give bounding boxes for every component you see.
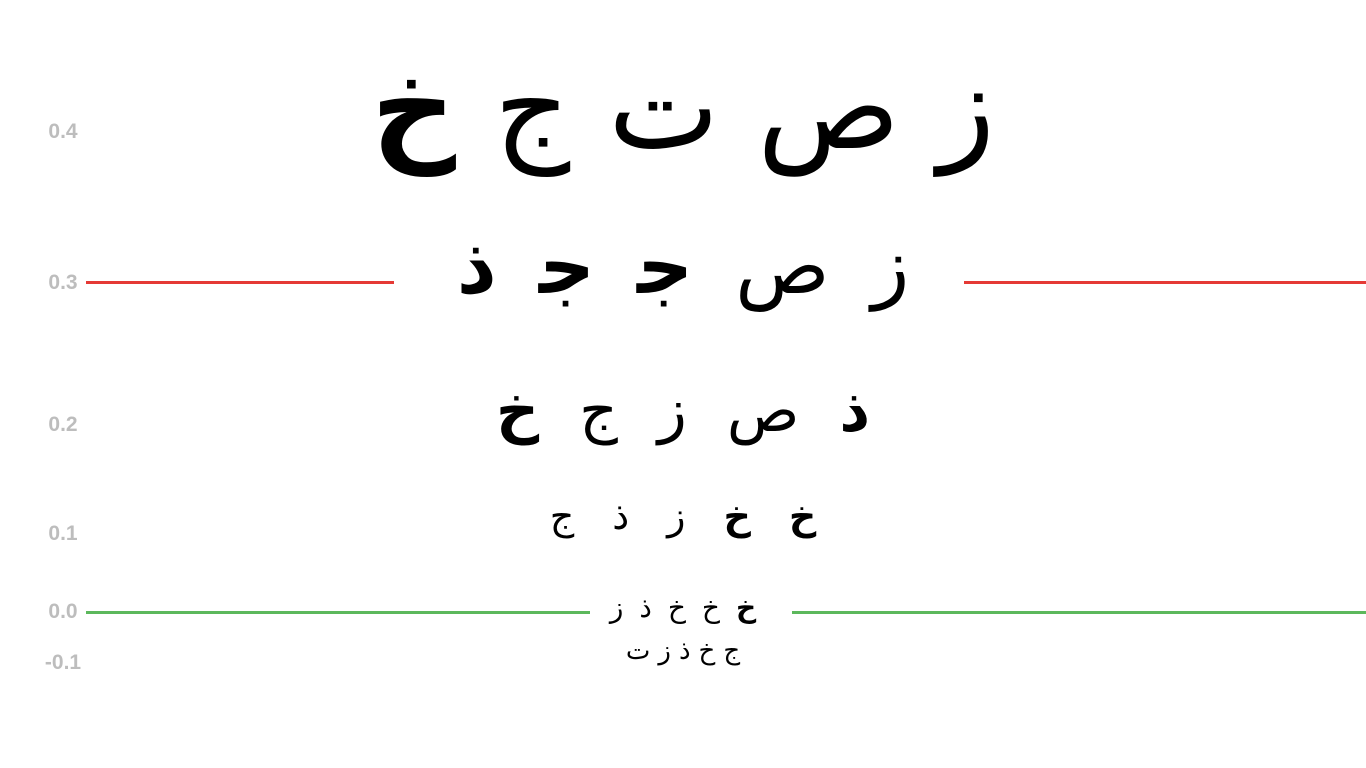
- letter-row-01: [0, 494, 1366, 538]
- letter: ج: [494, 38, 571, 176]
- letter: خ: [371, 38, 457, 176]
- letter: ذ: [456, 222, 497, 312]
- letter: ز: [609, 591, 624, 624]
- letter: ز: [938, 38, 995, 176]
- letter: خ: [735, 591, 757, 624]
- letter: ز: [667, 494, 686, 538]
- letter: ز: [657, 376, 687, 446]
- letter: ج: [549, 494, 575, 538]
- letter-row-04: [0, 38, 1366, 176]
- letter: ذ: [839, 376, 871, 446]
- letter-row-02: [0, 376, 1366, 446]
- letter-row-00: [0, 591, 1366, 624]
- letter: ت: [625, 636, 651, 666]
- letter: ج: [579, 376, 618, 446]
- acuity-label-01: 0.1: [48, 522, 78, 545]
- letter: ج: [723, 636, 741, 666]
- letter: ز: [871, 222, 910, 312]
- letter: ص: [726, 376, 800, 446]
- letter: خ: [701, 591, 720, 624]
- letter: ﺟ: [538, 222, 596, 312]
- letter-row-minus01: [0, 638, 1366, 664]
- letter: ت: [608, 38, 720, 176]
- letter: ز: [658, 636, 671, 666]
- acuity-label-00: 0.0: [48, 600, 78, 623]
- letter: ذ: [612, 494, 630, 538]
- acuity-label-03: 0.3: [48, 271, 78, 294]
- acuity-label-04: 0.4: [48, 120, 78, 143]
- letter: ﺟ: [637, 222, 694, 312]
- letter: ص: [735, 222, 830, 312]
- acuity-label-minus01: -0.1: [44, 651, 82, 674]
- letter: خ: [698, 636, 716, 666]
- letter: ذ: [678, 636, 691, 666]
- letter: خ: [667, 591, 686, 624]
- letter: ذ: [639, 591, 652, 624]
- letter: خ: [723, 494, 751, 538]
- acuity-label-02: 0.2: [48, 413, 78, 436]
- letter: ص: [757, 38, 900, 176]
- letter: خ: [495, 376, 540, 446]
- letter: خ: [788, 494, 817, 538]
- letter-row-03: [0, 222, 1366, 312]
